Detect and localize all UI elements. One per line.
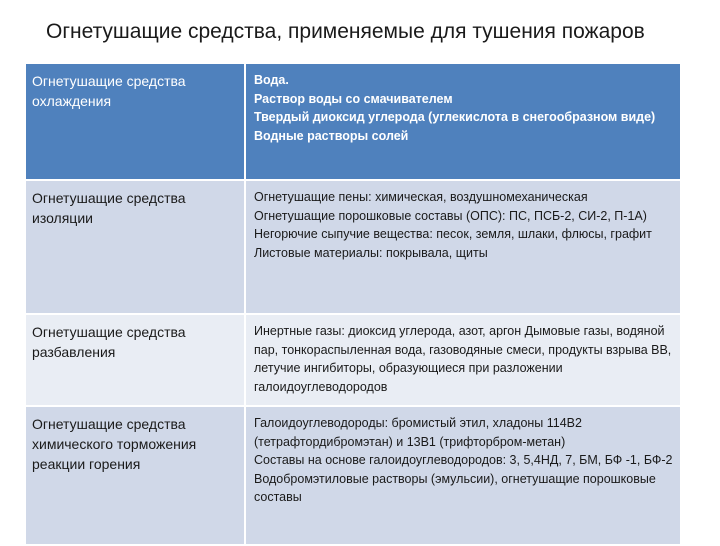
list-item: Огнетушащие порошковые составы (ОПС): ПС, ПСБ-2, СИ-2, П-1А) bbox=[254, 208, 647, 223]
list-item: Твердый диоксид углерода (углекислота в снегообразном виде) bbox=[254, 110, 656, 125]
list-item: Огнетушащие пены: химическая, воздушномеханическая bbox=[254, 190, 588, 204]
page-title: Огнетушащие средства, применяемые для тушения пожаров bbox=[46, 20, 645, 43]
list-item: Водобромэтиловые растворы (эмульсии), огнетушащие порошковые составы bbox=[254, 471, 656, 505]
list-item: Водные растворы солей bbox=[254, 128, 409, 143]
list-item: Негорючие сыпучие вещества: песок, земля, шлаки, флюсы, графит bbox=[254, 227, 652, 242]
category-cell: Огнетушащие средства охлаждения bbox=[26, 64, 245, 180]
list-item: Листовые материалы: покрывала, щиты bbox=[254, 245, 488, 260]
list-item: Составы на основе галоидоуглеводородов: 3, 5,4НД, 7, БМ, БФ -1, БФ-2 bbox=[254, 453, 673, 468]
category-cell: Огнетушащие средства химического торможения реакции горения bbox=[26, 406, 245, 545]
category-cell: Огнетушащие средства разбавления bbox=[26, 314, 245, 406]
list-item: Раствор воды со смачивателем bbox=[254, 91, 453, 106]
description-cell bbox=[245, 180, 680, 314]
table-row bbox=[26, 314, 680, 406]
description-cell bbox=[245, 314, 680, 406]
description-cell bbox=[245, 64, 680, 180]
category-cell: Огнетушащие средства изоляции bbox=[26, 180, 245, 314]
table-row bbox=[26, 406, 680, 545]
table-row bbox=[26, 64, 680, 180]
extinguishing-agents-table bbox=[26, 64, 680, 546]
list-item: Галоидоуглеводороды: бромистый этил, хладоны 114В2 (тетрафтордибромэтан) и 13В1 (трифторбром-метан) bbox=[254, 416, 582, 449]
description-cell bbox=[245, 406, 680, 545]
list-item: Вода. bbox=[254, 73, 289, 87]
table-row bbox=[26, 180, 680, 314]
list-item: Инертные газы: диоксид углерода, азот, аргон Дымовые газы, водяной пар, тонкораспыленная вода, газоводяные смеси, продукты взрыва ВВ, летучие ингибиторы, образующиеся при разложении галоидоуглеводородов bbox=[254, 324, 672, 394]
